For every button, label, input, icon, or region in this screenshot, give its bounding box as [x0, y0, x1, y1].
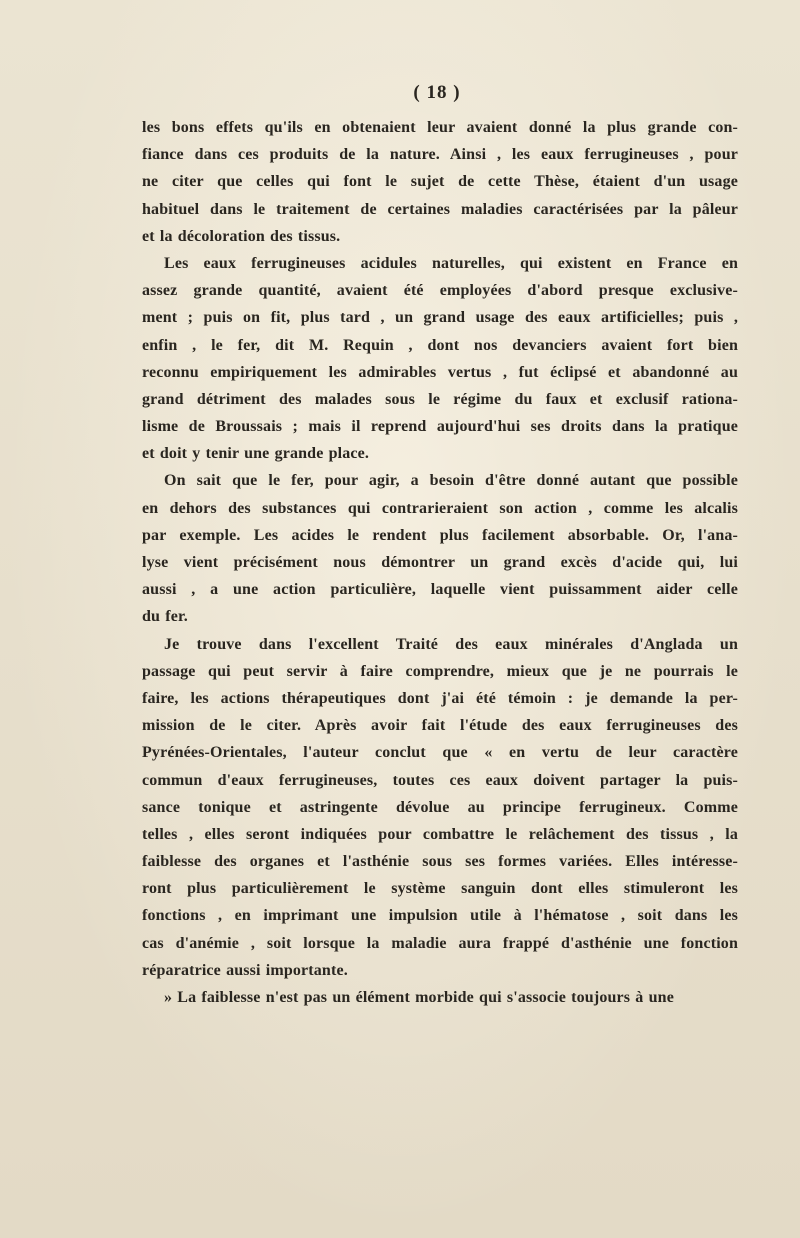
- text-line: assez grande quantité, avaient été employées d'abord presque exclusive-: [142, 282, 738, 300]
- body-text: [142, 114, 738, 1011]
- paragraph: [142, 467, 738, 630]
- text-line: On sait que le fer, pour agir, a besoin d'être donné autant que possible: [164, 472, 738, 490]
- text-line: par exemple. Les acides le rendent plus facilement absorbable. Or, l'ana-: [142, 526, 738, 544]
- text-line: les bons effets qu'ils en obtenaient leur avaient donné la plus grande con-: [142, 119, 738, 136]
- text-line: Je trouve dans l'excellent Traité des eaux minérales d'Anglada un: [164, 635, 738, 653]
- text-line: lisme de Broussais ; mais il reprend aujourd'hui ses droits dans la pratique: [142, 418, 738, 436]
- page-number: ( 18 ): [413, 82, 461, 103]
- text-line: reconnu empiriquement les admirables vertus , fut éclipsé et abandonné au: [142, 363, 738, 381]
- text-line: sance tonique et astringente dévolue au principe ferrugineux. Comme: [142, 798, 738, 816]
- text-line: en dehors des substances qui contrarieraient son action , comme les alcalis: [142, 499, 738, 517]
- text-line: et doit y tenir une grande place.: [142, 445, 370, 463]
- text-line: grand détriment des malades sous le régime du faux et exclusif rationa-: [142, 390, 738, 408]
- text-line: commun d'eaux ferrugineuses, toutes ces eaux doivent partager la puis-: [142, 771, 738, 789]
- text-line: ne citer que celles qui font le sujet de cette Thèse, étaient d'un usage: [142, 173, 738, 191]
- text-line: Pyrénées-Orientales, l'auteur conclut que « en vertu de leur caractère: [142, 744, 738, 762]
- text-line: passage qui peut servir à faire comprendre, mieux que je ne pourrais le: [142, 662, 738, 680]
- text-line: aussi , a une action particulière, laquelle vient puissamment aider celle: [142, 581, 738, 599]
- text-line: ront plus particulièrement le système sanguin dont elles stimuleront les: [142, 880, 738, 898]
- paragraph: [142, 984, 738, 1011]
- text-line: fonctions , en imprimant une impulsion utile à l'hématose , soit dans les: [142, 907, 738, 925]
- paragraph: [142, 631, 738, 984]
- text-line: mission de le citer. Après avoir fait l'étude des eaux ferrugineuses des: [142, 717, 738, 735]
- text-line: fiance dans ces produits de la nature. Ainsi , les eaux ferrugineuses , pour: [142, 146, 738, 164]
- paragraph: [142, 114, 738, 250]
- text-line: cas d'anémie , soit lorsque la maladie aura frappé d'asthénie une fonction: [142, 934, 738, 952]
- text-line: ment ; puis on fit, plus tard , un grand usage des eaux artificielles; puis ,: [142, 309, 738, 327]
- text-line: faire, les actions thérapeutiques dont j'ai été témoin : je demande la per-: [142, 689, 738, 707]
- text-line: telles , elles seront indiquées pour combattre le relâchement des tissus , la: [142, 825, 738, 843]
- text-line: enfin , le fer, dit M. Requin , dont nos devanciers avaient fort bien: [142, 336, 738, 354]
- text-line: lyse vient précisément nous démontrer un grand excès d'acide qui, lui: [142, 554, 738, 571]
- text-line: du fer.: [142, 608, 188, 626]
- text-line: réparatrice aussi importante.: [142, 961, 348, 979]
- text-line: » La faiblesse n'est pas un élément morbide qui s'associe toujours à une: [164, 989, 674, 1006]
- paragraph: [142, 250, 738, 468]
- text-line: faiblesse des organes et l'asthénie sous ses formes variées. Elles intéresse-: [142, 853, 738, 871]
- text-line: Les eaux ferrugineuses acidules naturelles, qui existent en France en: [164, 254, 738, 272]
- text-line: et la décoloration des tissus.: [142, 227, 341, 245]
- text-line: habituel dans le traitement de certaines maladies caractérisées par la pâleur: [142, 200, 738, 218]
